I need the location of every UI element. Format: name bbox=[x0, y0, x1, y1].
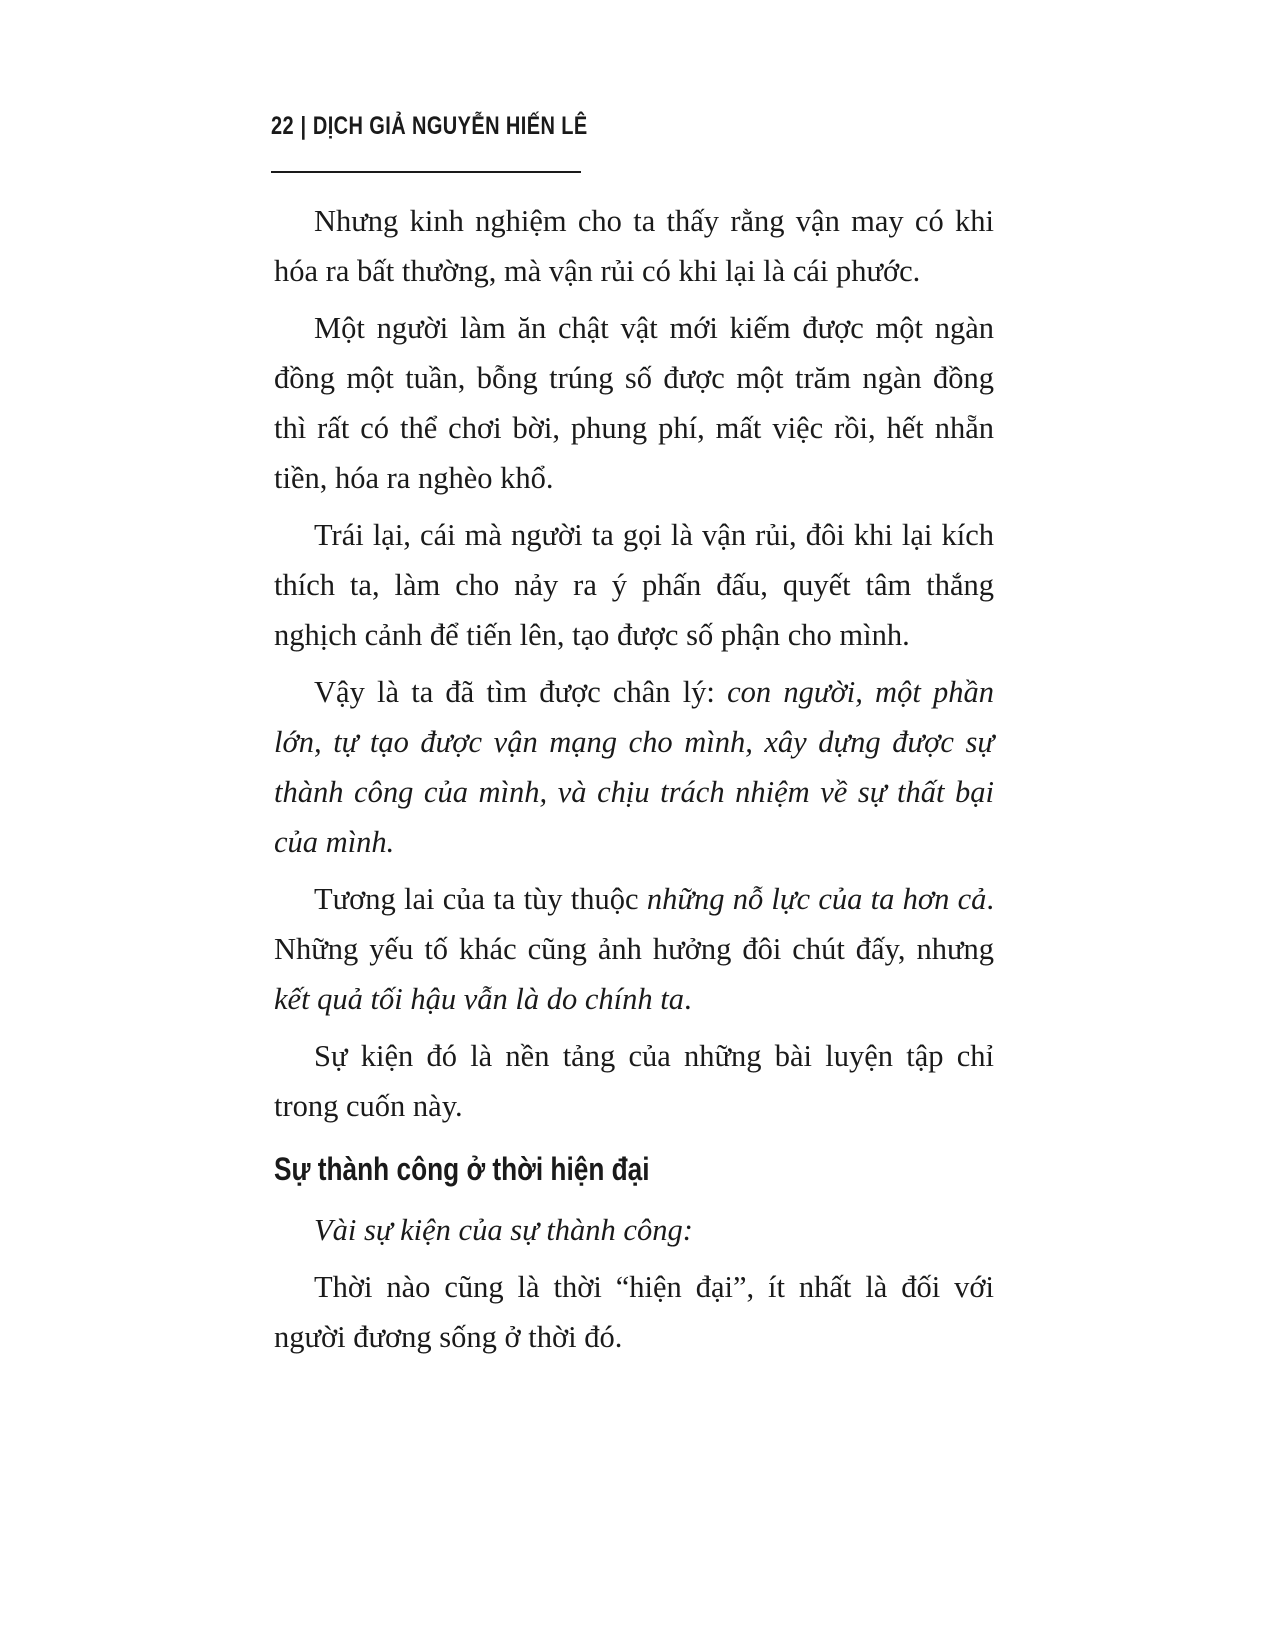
paragraph-2: Một người làm ăn chật vật mới kiếm được một ngàn đồng một tuần, bỗng trúng số được một trăm ngàn đồng thì rất có thể chơi bời, phung phí, mất việc rồi, hết nhẵn tiền, hóa ra nghèo khổ. bbox=[274, 311, 994, 495]
paragraph-5-b: những nỗ lực của ta hơn cả bbox=[646, 882, 987, 916]
page-number: 22 bbox=[271, 112, 295, 140]
paragraph-5-c: . Những yếu tố khác cũng ảnh hưởng đôi chút đấy, nhưng bbox=[274, 882, 994, 966]
running-title: DỊCH GIẢ NGUYỄN HIẾN LÊ bbox=[312, 112, 588, 140]
paragraph-6: Sự kiện đó là nền tảng của những bài luyện tập chỉ trong cuốn này. bbox=[274, 1039, 994, 1123]
paragraph-4 bbox=[274, 667, 994, 867]
paragraph-5-e: . bbox=[684, 982, 692, 1016]
header-separator: | bbox=[300, 112, 307, 140]
paragraph-1: Nhưng kinh nghiệm cho ta thấy rằng vận may có khi hóa ra bất thường, mà vận rủi có khi lại là cái phước. bbox=[274, 204, 994, 288]
running-header bbox=[271, 112, 588, 141]
paragraph-5-d: kết quả tối hậu vẫn là do chính ta bbox=[274, 982, 684, 1016]
main-text bbox=[274, 196, 994, 1369]
paragraph-4-emphasis: con người, một phần lớn, tự tạo được vận mạng cho mình, xây dựng được sự thành công của mình, và chịu trách nhiệm về sự thất bại của mình. bbox=[274, 675, 994, 859]
section-subheading: Vài sự kiện của sự thành công: bbox=[314, 1213, 693, 1247]
paragraph-5 bbox=[274, 874, 994, 1024]
paragraph-3: Trái lại, cái mà người ta gọi là vận rủi, đôi khi lại kích thích ta, làm cho nảy ra ý phấn đấu, quyết tâm thắng nghịch cảnh để tiến lên, tạo được số phận cho mình. bbox=[274, 518, 994, 652]
paragraph-5-a: Tương lai của ta tùy thuộc bbox=[314, 882, 647, 916]
header-rule bbox=[271, 171, 581, 173]
section-heading: Sự thành công ở thời hiện đại bbox=[274, 1151, 650, 1187]
section-paragraph-1: Thời nào cũng là thời “hiện đại”, ít nhất là đối với người đương sống ở thời đó. bbox=[274, 1270, 994, 1354]
paragraph-4-intro: Vậy là ta đã tìm được chân lý: bbox=[314, 675, 728, 709]
